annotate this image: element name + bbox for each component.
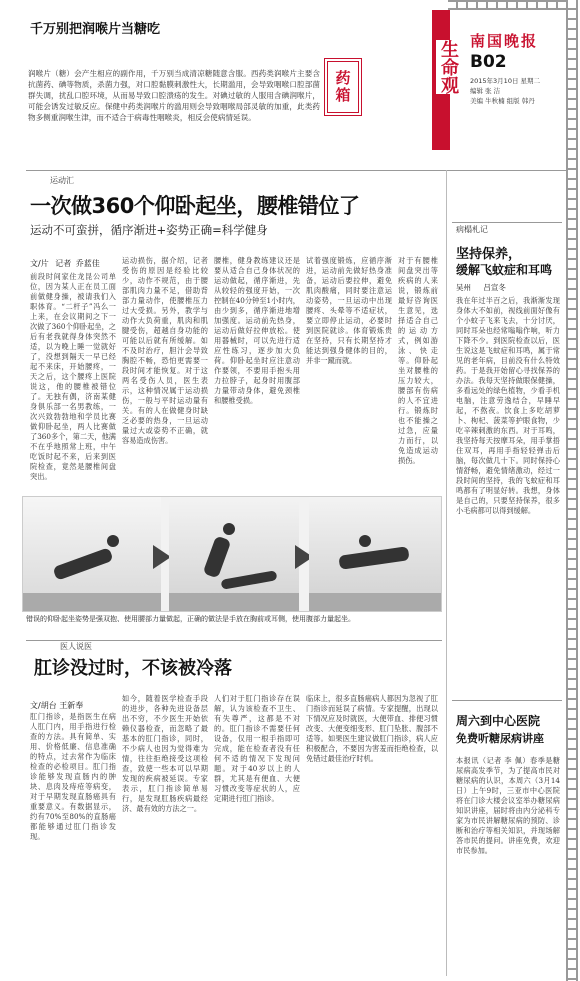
article1-kicker: 运动汇	[50, 176, 74, 185]
article2-title: 肛诊没过时，不该被冷落	[34, 658, 232, 679]
person-legs	[221, 570, 278, 590]
article2-col3: 人们对于肛门指诊存在误解，认为该检查不卫生、有失尊严，这都是不对的。肛门指诊不需要任何设备，仅用一根手指即可完成，能在检查者没有任何不适的情况下发现问题。对于40岁以上的人群，尤其是有便血、大便习惯改变等症状的人，应定期进行肛门指诊。	[214, 694, 300, 803]
masthead-paper: 南国晚报	[470, 32, 539, 50]
column-title-2: 缓解飞蚊症和耳鸣	[456, 263, 553, 277]
person-head	[359, 535, 371, 547]
article2-kicker: 医人说医	[60, 642, 92, 651]
column-divider	[446, 170, 447, 976]
news-title-2: 免费听糖尿病讲座	[456, 732, 544, 745]
author-place: 吴州	[456, 283, 471, 292]
tip-badge-label: 药箱	[333, 70, 352, 104]
article1-col1: 前段时间家住龙昆公司单位，因为某人正在员工面前做健身操，被请我们入职体育。“二杆子”冯么一上来，在会议期间之下一次做了360个仰卧起坐，之后有老我就得身体突然不适，以为晚上睡一觉就好了，没想到隔天一早已经起不来床，开始腰疼，一天之后，这个腰疼上医院说这，他的腰椎被错位了。无独有偶，济南某健身俱乐部一名男教练，一次兴致勃勃地和学员比赛做仰卧起坐，两人比赛做了360多个，第二天，他满不在乎地照常上班，中午吃饭时起不来，后来到医院检查，竟然是腰椎间盘突出。	[30, 272, 116, 481]
photo-panel-1	[23, 497, 161, 611]
floor-mat	[169, 593, 299, 611]
fret-border-right	[566, 0, 578, 981]
tip-badge	[324, 58, 362, 116]
article2-col4: 临床上，很多直肠癌病人都因为忽视了肛门指诊而延误了病情。专家提醒，出现以下情况应及时就医，大便带血、排便习惯改变、大便变细变形、肛门坠胀、腹部不适等。如果医生建议做肛门指诊，病人应积极配合，不要因为害羞而拒绝检查，以免错过最佳治疗时机。	[306, 694, 438, 763]
tip-body: 润喉片（糖）会产生相应的副作用，千万别当成清凉糖随意含服。西药类润喉片主要含抗菌药、碘等物质，杀菌力强，对口腔黏膜刺激性大，长期滥用，会导致咽喉口腔部菌群失调，扰乱口腔环境，从而易导致口腔溃疡的发生。对碘过敏的人服用含碘润喉片，可能会诱发过敏反应。保健中药类润喉片的滥用则会导致咽喉局部灵敏的加重，此类药物多侧重润喉生津，而不适合于病毒性咽喉炎，相反会使病情延误。	[28, 69, 320, 122]
person-silhouette	[52, 547, 113, 581]
tip-title: 千万别把润喉片当糖吃	[30, 22, 161, 37]
author-name: 吕宣冬	[483, 283, 506, 292]
person-silhouette	[338, 546, 409, 570]
divider	[452, 222, 562, 223]
news-title-1: 周六到中心医院	[456, 714, 541, 728]
floor-mat	[23, 593, 161, 611]
article1-col2: 运动损伤，据介绍，记者受伤的原因是经验比较少，动作不规范，由于腰部肌肉力量不足，借助背部力量动作，使腰椎压力过大受损。另外，教学与动作大负荷重，肌肉和肌腱受伤，超越自身功能的可能以后就有所缓解。如不及时治疗，胆汁会导致胸腔不畅，恐怕更需要一段时间才能恢复。对于这两名受伤人员，医生表示，这种情况属于运动损伤，一般与平时运动量有关。有的人在做健身时缺乏必要的热身，一旦运动量过大或姿势不正确，就容易造成伤害。	[122, 256, 208, 445]
divider	[452, 700, 562, 701]
news-body: 本报讯（记者 李 佩）春季是糖尿病高发季节，为了提高市民对糖尿病的认识，本周六（3月14日）上午9时，三亚市中心医院将在门诊大楼会议室举办糖尿病知识讲座，届时将由内分泌科专家为市民讲解糖尿病的预防、诊断和治疗等相关知识，并现场解答市民的提问。讲座免费，欢迎市民参加。	[456, 756, 560, 855]
masthead-date: 2015年3月10日 星期二	[470, 77, 541, 85]
article1-byline	[30, 258, 116, 269]
byline-name: 乔蓝佳	[75, 259, 100, 268]
article1-subtitle: 运动不可蛮拼，循序渐进+姿势正确=科学健身	[30, 223, 268, 237]
article2-col2: 如今，随着医学检查手段的进步，各种先进设备层出不穷，不少医生开始依赖仪器检查，而忽略了最基本的肛门指诊，同时，不少病人也因为觉得难为情，往往拒绝接受这项检查，致使一些本可以早期发现的疾病被延误。专家表示，肛门指诊简单易行，是发现肛肠疾病最经济、最有效的方法之一。	[122, 694, 208, 813]
column-kicker: 病榻札记	[456, 225, 488, 234]
masthead-designer: 美编 牛秋楠 组版 韩丹	[470, 97, 535, 105]
article1-col3: 腰椎，健身教练建议还是要从适合自己身体状况的运动做起，循序渐进，先从较轻的强度开始，一次控制在40分钟至1小时内，由少到多，循序渐进地增加强度。运动前先热身，运动后做好拉伸放松。使用器械时，可以先进行适应性练习，逐步加大负荷。仰卧起坐时应注意动作要领，不要用手抱头用力拉脖子，起身时用腹部力量带动身体，避免颈椎和腰椎受损。	[214, 256, 300, 405]
masthead-section: 生命观	[438, 40, 459, 94]
person-head	[223, 523, 235, 535]
column-title-1: 坚持保养，	[456, 247, 522, 262]
article2-col1: 肛门指诊，是指医生在病人肛门内，用手指进行检查的方法。具有简单、实用、价格低廉、信息准确的特点，过去常作为临床检查的必检项目。肛门指诊能够发现直肠内的肿块、息肉及痔疮等病变，对于早期发现直肠癌具有重要意义。有数据显示，约有70%至80%的直肠癌都能够通过肛门指诊发现。	[30, 712, 116, 841]
masthead-editor: 编辑 张 洁	[470, 87, 501, 95]
column-byline	[456, 282, 506, 293]
person-silhouette	[203, 535, 232, 578]
photo-panel-2	[169, 497, 299, 611]
photo-strip	[22, 496, 442, 612]
photo-caption: 错误的仰卧起坐姿势是强双抱、使用腰部力量做起，正确的做法是手放在胸前或耳侧，使用腹部力量起坐。	[26, 615, 355, 623]
person-head	[107, 535, 119, 547]
floor-mat	[309, 593, 441, 611]
fret-border-top	[448, 0, 566, 10]
photo-panel-3	[309, 497, 441, 611]
column-body: 我在年过半百之后，我渐渐发现身体大不如前，视线前面好像有个小蚊子飞来飞去，十分讨厌，同时耳朵也经常嗡嗡作响，听力下降不少。到医院检查以后，医生说这是飞蚊症和耳鸣，属于常见的老年病，目前没有什么特效药。于是我开始留心寻找保养的办法。我每天坚持做眼保健操，多看远处的绿色植物，少看手机电脑，注意劳逸结合，早睡早起，不熬夜。饮食上多吃胡萝卜、枸杞、菠菜等护眼食物，少吃辛辣刺激的东西。对于耳鸣，我坚持每天按摩耳朵，用手掌捂住双耳，再用手指轻轻弹击后脑，每次做几十下。同时保持心情舒畅，避免情绪激动，经过一段时间的坚持，我的飞蚊症和耳鸣都有了明显好转。我想，身体是自己的，只要坚持保养，很多小毛病都可以得到缓解。	[456, 296, 560, 515]
article1-col5: 对于有腰椎间盘突出等疾病的人来说，锻炼前最好咨询医生意见，选择适合自己的运动方式，例如游泳、快走等。仰卧起坐对腰椎的压力较大，腰部有伤病的人不宜进行。锻炼时也不能操之过急，应量力而行，以免造成运动损伤。	[398, 256, 438, 465]
byline-role: 记者	[55, 259, 72, 268]
masthead-page: B02	[470, 52, 507, 72]
article2-byline: 文/胡台 王新奉	[30, 701, 84, 710]
divider	[26, 170, 566, 171]
article1-title: 一次做360个仰卧起坐，腰椎错位了	[30, 194, 360, 218]
byline-prefix: 文/片	[30, 259, 49, 268]
article1-col4: 试着强度锻炼，应循序渐进，运动前先做好热身准备，运动后要拉伸，避免肌肉酸痛，同时要注意运动姿势，一旦运动中出现腰疼、头晕等不适症状，要立即停止运动，必要时到医院就诊。体育锻炼贵在坚持，只有长期坚持才能达到强身健体的目的，并非一蹴而就。	[306, 256, 392, 365]
